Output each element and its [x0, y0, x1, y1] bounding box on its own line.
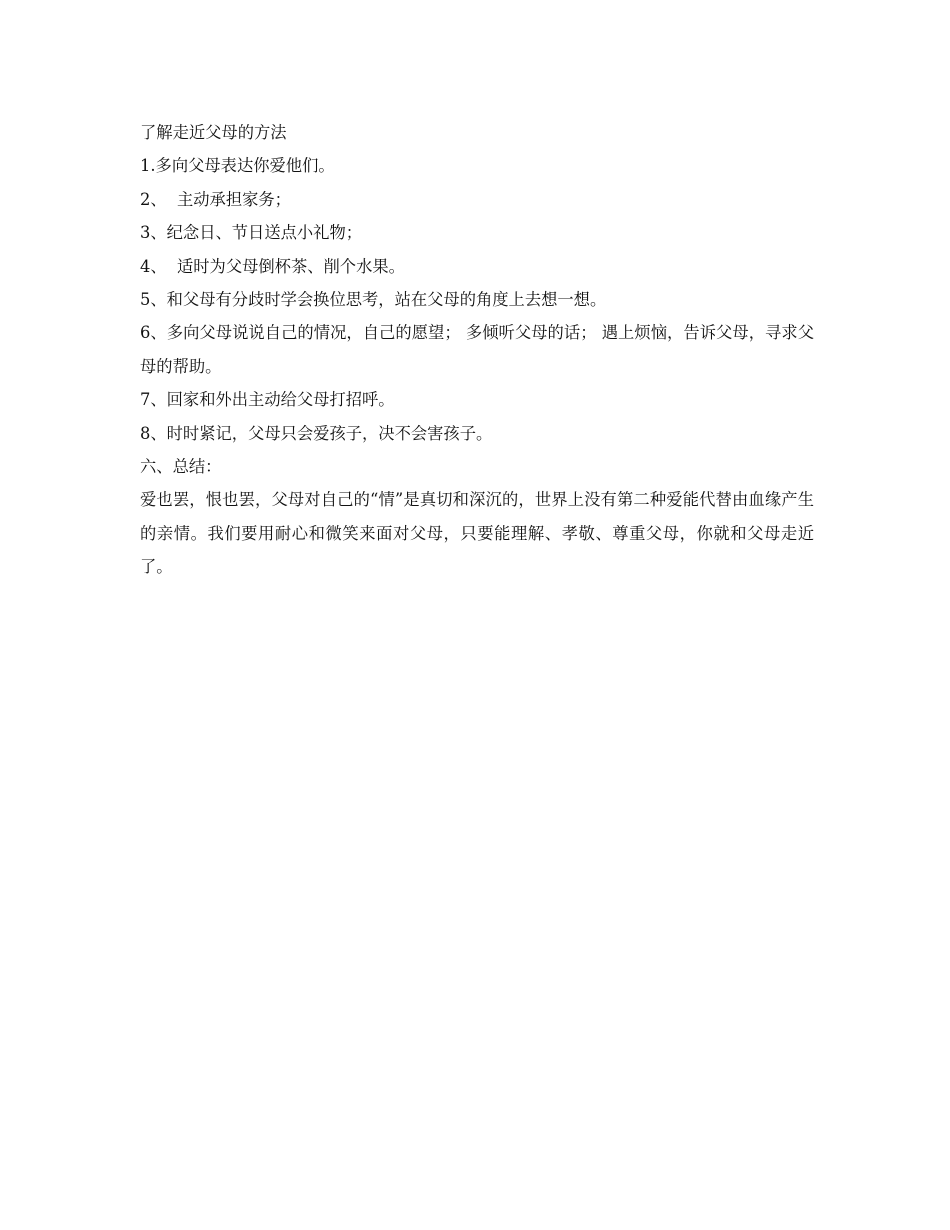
list-item: 3、纪念日、节日送点小礼物； [140, 223, 363, 243]
summary-paragraph: 爱也罢，恨也罢，父母对自己的“情”是真切和深沉的，世界上没有第二种爱能代替由血缘产生的亲情。我们要用耐心和微笑来面对父母，只要能理解、孝敬、尊重父母，你就和父母走近了。 [140, 490, 814, 577]
section-heading: 了解走近父母的方法 [140, 123, 287, 142]
list-item: 8、时时紧记，父母只会爱孩子，决不会害孩子。 [140, 423, 493, 443]
list-item: 7、回家和外出主动给父母打招呼。 [140, 390, 395, 410]
list-item: 4、 适时为父母倒杯茶、削个水果。 [140, 256, 405, 276]
summary-heading: 六、总结： [140, 456, 222, 476]
document-page [140, 116, 814, 584]
list-item: 5、和父母有分歧时学会换位思考，站在父母的角度上去想一想。 [140, 289, 607, 309]
list-item: 6、多向父母说说自己的情况，自己的愿望； 多倾听父母的话； 遇上烦恼，告诉父母，寻求父母的帮助。 [140, 323, 814, 376]
list-item: 1.多向父母表达你爱他们。 [140, 156, 335, 176]
list-item: 2、 主动承担家务； [140, 189, 291, 209]
